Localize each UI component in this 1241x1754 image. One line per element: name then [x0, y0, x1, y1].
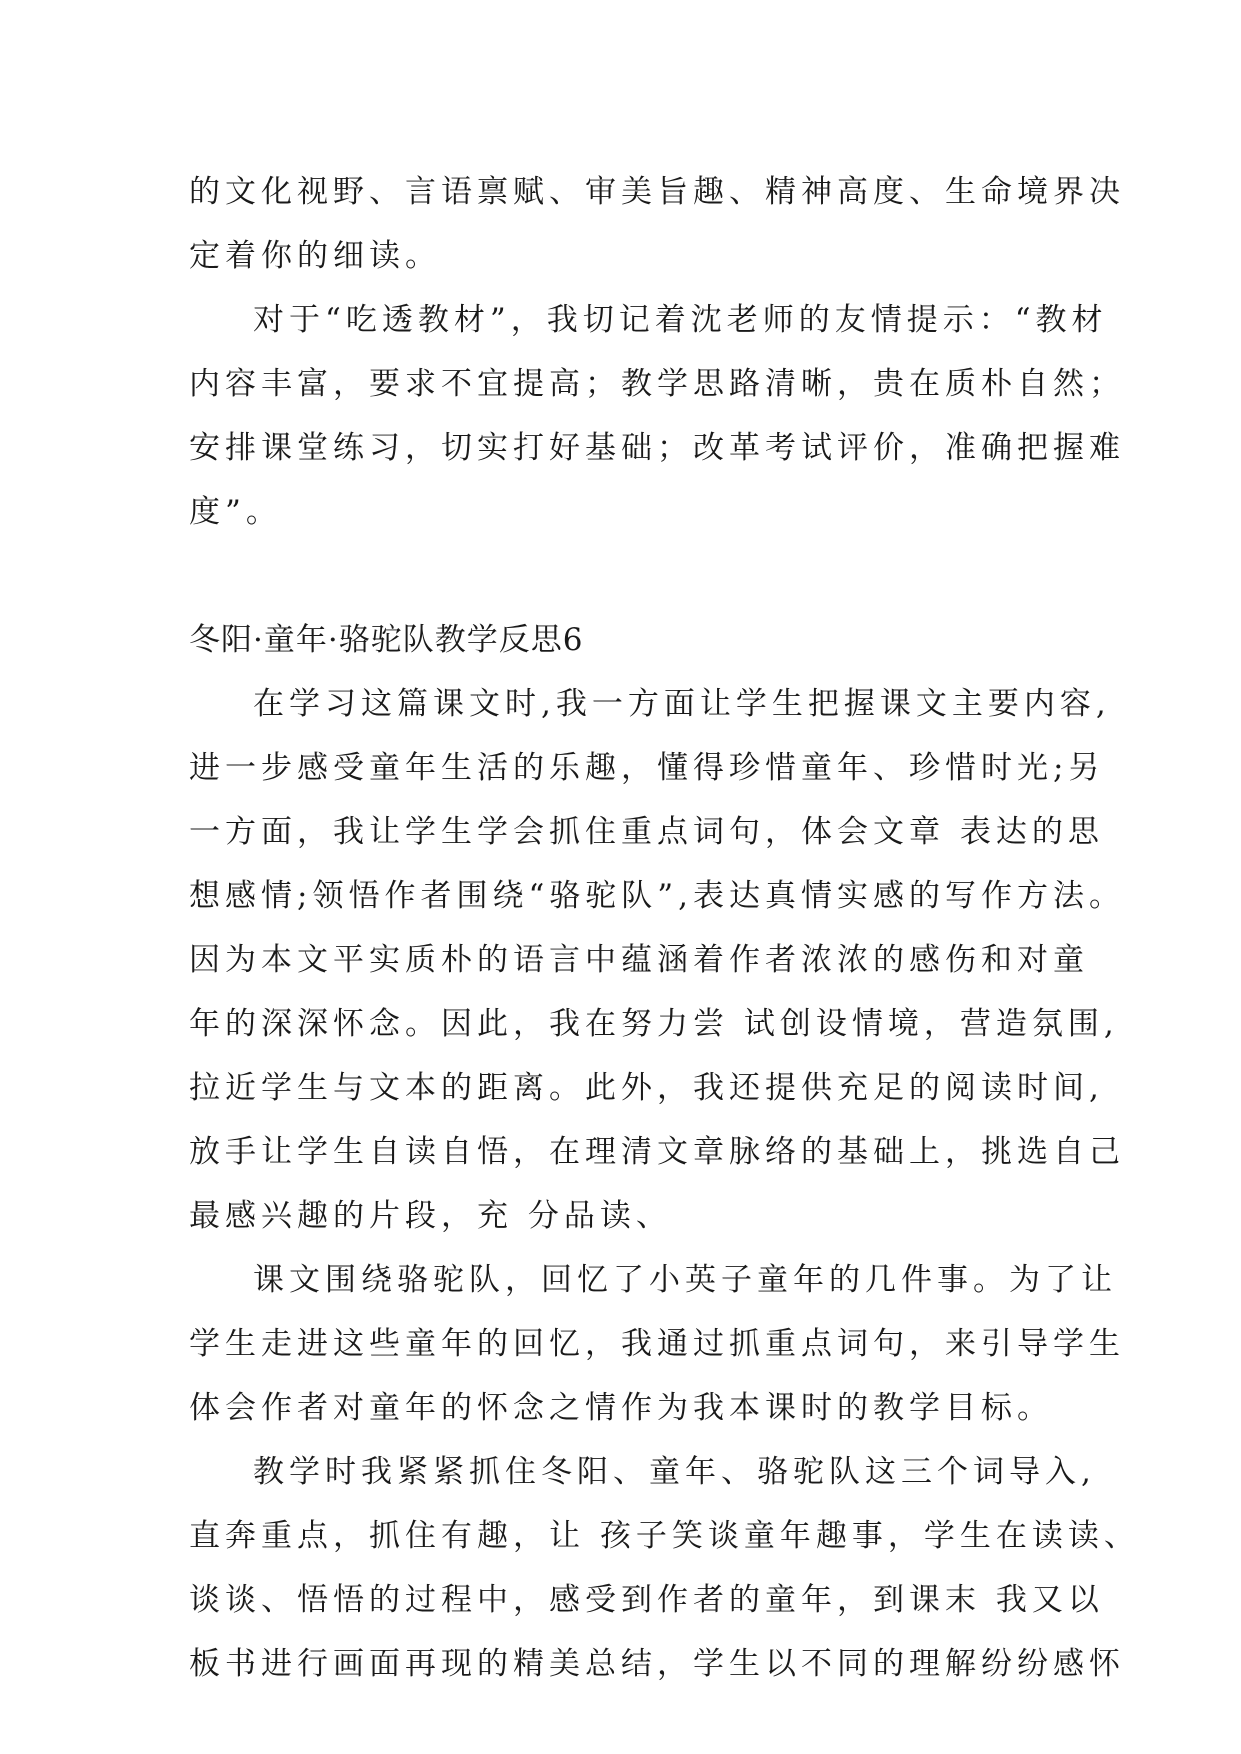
- text-line: 想感情;领悟作者围绕“骆驼队”,表达真情实感的写作方法。: [189, 878, 1125, 914]
- text-line: 直奔重点，抓住有趣，让 孩子笑谈童年趣事，学生在读读、: [189, 1518, 1140, 1554]
- text-line: 内容丰富，要求不宜提高；教学思路清晰，贵在质朴自然；: [189, 366, 1125, 402]
- text-line: 课文围绕骆驼队，回忆了小英子童年的几件事。为了让: [253, 1262, 1117, 1298]
- text-line: 板书进行画面再现的精美总结，学生以不同的理解纷纷感怀: [189, 1646, 1125, 1682]
- section-heading: 冬阳·童年·骆驼队教学反思6: [189, 622, 584, 658]
- text-line: 教学时我紧紧抓住冬阳、童年、骆驼队这三个词导入,: [253, 1454, 1096, 1490]
- paragraph: [189, 672, 1125, 1248]
- document-body: [189, 160, 1140, 1696]
- text-line: 年的深深怀念。因此，我在努力尝 试创设情境，营造氛围,: [189, 1006, 1119, 1042]
- text-line: 学生走进这些童年的回忆，我通过抓重点词句，来引导学生: [189, 1326, 1125, 1362]
- paragraph: [189, 288, 1125, 544]
- text-line: 在学习这篇课文时,我一方面让学生把握课文主要内容,: [253, 686, 1111, 722]
- section-spacer: [189, 544, 1069, 608]
- text-line: 放手让学生自读自悟，在理清文章脉络的基础上，挑选自己: [189, 1134, 1125, 1170]
- text-line: 定着你的细读。: [189, 238, 441, 274]
- text-line: 一方面，我让学生学会抓住重点词句，体会文章 表达的思: [189, 814, 1104, 850]
- text-line: 对于“吃透教材”，我切记着沈老师的友情提示：“教材: [253, 302, 1108, 338]
- text-line: 因为本文平实质朴的语言中蕴涵着作者浓浓的感伤和对童: [189, 942, 1089, 978]
- text-line: 安排课堂练习，切实打好基础；改革考试评价，准确把握难: [189, 430, 1125, 466]
- paragraph: [189, 1440, 1140, 1696]
- text-line: 谈谈、悟悟的过程中，感受到作者的童年，到课末 我又以: [189, 1582, 1104, 1618]
- paragraph: [189, 1248, 1125, 1440]
- text-line: 度”。: [189, 494, 282, 530]
- text-line: 拉近学生与文本的距离。此外，我还提供充足的阅读时间,: [189, 1070, 1104, 1106]
- text-line: 最感兴趣的片段，充 分品读、: [189, 1198, 672, 1234]
- text-line: 体会作者对童年的怀念之情作为我本课时的教学目标。: [189, 1390, 1053, 1426]
- paragraph: [189, 160, 1125, 288]
- text-line: 的文化视野、言语禀赋、审美旨趣、精神高度、生命境界决: [189, 174, 1125, 210]
- text-line: 进一步感受童年生活的乐趣，懂得珍惜童年、珍惜时光;另: [189, 750, 1105, 786]
